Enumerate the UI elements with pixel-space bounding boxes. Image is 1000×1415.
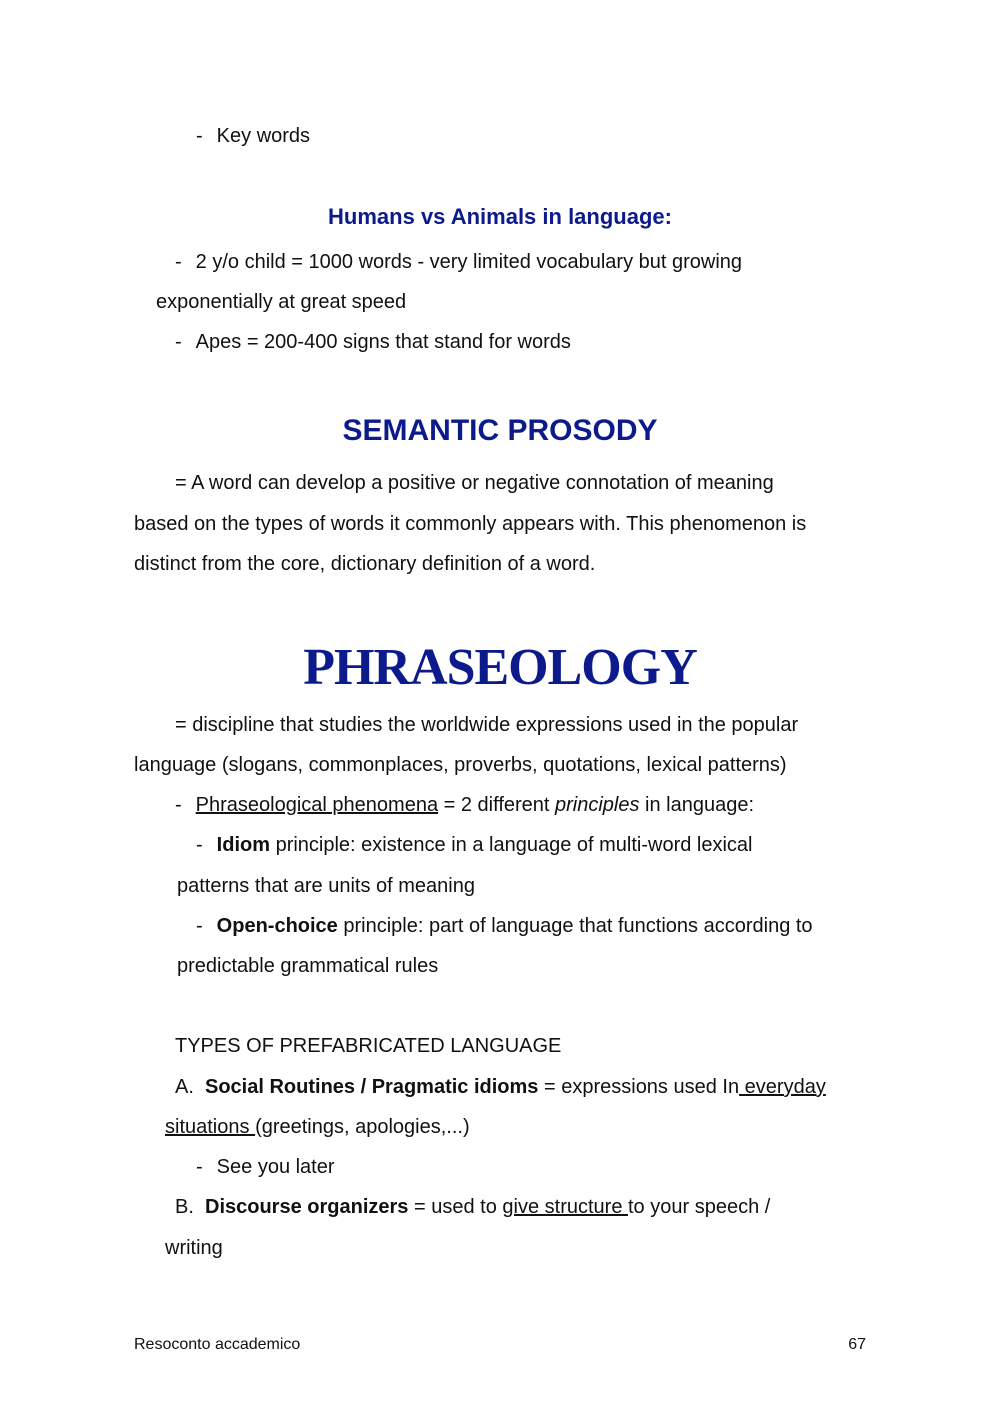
subbullet-idiom-continued: patterns that are units of meaning [177, 875, 475, 897]
example-text: See you later [216, 1156, 335, 1178]
semantic-prosody-text-line-1: = A word can develop a positive or negative connotation of meaning [175, 472, 774, 494]
bullet-text: Apes = 200-400 signs that stand for words [195, 331, 571, 353]
list-item-b-continued: writing [165, 1237, 223, 1259]
section-heading-humans-vs-animals: Humans vs Animals in language: [328, 204, 672, 229]
bullet-dash: - [175, 794, 182, 816]
bullet-child-words-continued: exponentially at great speed [156, 291, 407, 313]
list-item-a-social-routines [175, 1075, 826, 1099]
underlined-term: everyday [739, 1076, 826, 1098]
bullet-child-words [175, 250, 742, 274]
list-text-mid: = used to [408, 1196, 503, 1218]
subbullet-open-choice-continued: predictable grammatical rules [177, 955, 439, 977]
phraseology-definition-line-1: = discipline that studies the worldwide expressions used in the popular [175, 714, 799, 736]
bullet-dash: - [196, 834, 203, 856]
bold-term: Discourse organizers [205, 1196, 409, 1218]
underlined-term: situations [165, 1116, 256, 1138]
subbullet-open-choice-principle [196, 914, 813, 938]
bullet-text-end: in language: [639, 794, 755, 816]
italic-term: principles [555, 794, 640, 816]
phraseology-definition-line-2: language (slogans, commonplaces, proverbs, quotations, lexical patterns) [134, 754, 787, 776]
list-marker: A. [175, 1076, 194, 1098]
bullet-apes-signs [175, 330, 571, 354]
list-text-end: (greetings, apologies,...) [255, 1116, 470, 1138]
bullet-dash: - [196, 1156, 203, 1178]
semantic-prosody-text-line-3: distinct from the core, dictionary definition of a word. [134, 553, 596, 575]
footer-document-title: Resoconto accademico [134, 1336, 301, 1353]
bold-term: Open-choice [216, 915, 338, 937]
bullet-dash: - [175, 331, 182, 353]
bold-term: Social Routines / Pragmatic idioms [205, 1076, 539, 1098]
bullet-dash: - [196, 125, 203, 147]
list-text-end: to your speech / [628, 1196, 771, 1218]
bullet-dash: - [175, 251, 182, 273]
bullet-phraseological-phenomena [175, 793, 754, 817]
bullet-text-mid: = 2 different [438, 794, 556, 816]
list-marker: B. [175, 1196, 194, 1218]
bullet-text: Key words [216, 125, 311, 147]
bold-term: Idiom [216, 834, 271, 856]
chapter-title-phraseology: PHRASEOLOGY [303, 639, 697, 696]
footer-page-number: 67 [848, 1336, 866, 1353]
bullet-text: principle: part of language that functions according to [337, 915, 813, 937]
underlined-term: Phraseological phenomena [195, 794, 439, 816]
bullet-text: principle: existence in a language of multi-word lexical [270, 834, 753, 856]
list-text-mid: = expressions used In [538, 1076, 740, 1098]
subheading-types-prefabricated-language: TYPES OF PREFABRICATED LANGUAGE [175, 1035, 562, 1057]
semantic-prosody-text-line-2: based on the types of words it commonly appears with. This phenomenon is [134, 513, 807, 535]
list-item-b-discourse-organizers [175, 1195, 770, 1219]
underlined-term: give structure [502, 1196, 628, 1218]
example-see-you-later [196, 1155, 335, 1179]
bullet-dash: - [196, 915, 203, 937]
list-item-a-continued [165, 1115, 470, 1139]
bullet-text: 2 y/o child = 1000 words - very limited vocabulary but growing [195, 251, 743, 273]
section-heading-semantic-prosody: SEMANTIC PROSODY [342, 414, 658, 447]
bullet-key-words [196, 124, 310, 148]
subbullet-idiom-principle [196, 833, 753, 857]
